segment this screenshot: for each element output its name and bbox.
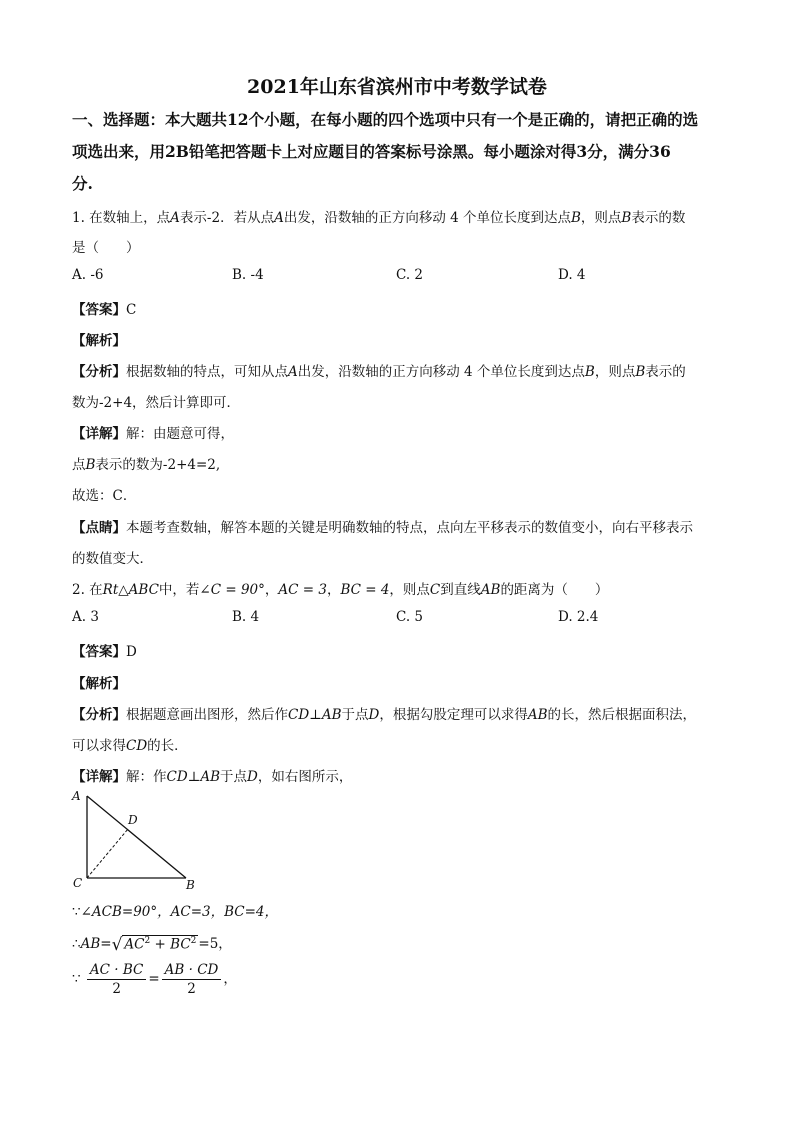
fraction-ac-bc [87,962,146,997]
answer-label: 【答案】 [72,302,126,318]
vertex-c-label: C [73,876,83,890]
fenxi-text: 的长． [147,738,188,754]
sqrt-term-bc: BC [170,936,191,952]
fraction-numerator: AB · CD [162,962,222,980]
sqrt-term-ac: AC [124,936,145,952]
line-ab: AB [480,582,501,598]
therefore-symbol: ∴ [72,936,81,952]
q1-point-a: A [274,210,284,226]
side-ab [87,796,186,878]
point-b: B [635,364,646,380]
q1-point-b: B [621,210,632,226]
fenxi-text: 根据题意画出图形，然后作 [126,707,288,723]
fenxi-text: ，根据勾股定理可以求得 [379,707,528,723]
q2-stem [72,578,608,598]
fraction-numerator: AC · BC [87,962,146,980]
fraction-denominator: 2 [112,981,121,997]
q1-stem-text: ，则点 [580,210,622,226]
q2-fenxi-line-2 [72,734,188,754]
q1-dianjing-line-1 [72,516,693,536]
exponent: 2 [144,935,151,946]
page-title: 2021年山东省滨州市中考数学试卷 [247,76,547,98]
given-values: ∠ACB=90°，AC=3，BC=4， [80,904,279,920]
detail-text: 表示的数为-2+4=2, [95,457,221,473]
answer-value: D [126,644,137,660]
because-symbol: ∵ [72,971,81,987]
fenxi-text: ，则点 [594,364,636,380]
segment-cd: CD [126,738,148,754]
q2-ab-formula [72,932,232,955]
q1-option-d: D. 4 [558,267,586,283]
vertex-b-label: B [186,878,195,892]
q2-stem-text: 2. 在 [72,582,103,598]
segment-ab: AB [527,707,548,723]
q1-fenxi-line-1 [72,360,686,380]
trailing-comma: ， [223,971,237,987]
vertex-a-label: A [72,789,81,803]
q2-sep: ， [326,582,341,598]
plus-sign: + [150,936,171,952]
detail-label: 【详解】 [72,769,126,785]
point-b: B [85,457,96,473]
sqrt-body [122,935,198,953]
q2-detail-line-1 [72,765,352,785]
q2-area-equation [72,962,237,997]
fenxi-text: 表示的 [645,364,686,380]
ab-rhs: =5， [198,936,232,952]
ab-lhs: AB= [80,936,112,952]
q1-option-c: C. 2 [396,267,424,283]
q2-bc: BC = 4 [340,582,390,598]
point-d-label: D [128,813,138,827]
q1-stem-text: 表示的数 [631,210,686,226]
q1-fenxi-line-2: 数为-2+4，然后计算即可． [72,395,241,411]
q2-stem-text: 中，若 [158,582,200,598]
cd-perp-ab: CD⊥AB [288,707,342,723]
equals-sign: = [148,971,160,987]
fenxi-text: 出发，沿数轴的正方向移动 4 个单位长度到达点 [297,364,585,380]
q1-stem-line-2: 是（ ） [72,240,140,256]
q1-detail-line-3: 故选：C． [72,488,137,504]
q2-analysis-label: 【解析】 [72,676,126,692]
dianjing-label: 【点睛】 [72,520,126,536]
q2-ac: AC = 3 [278,582,327,598]
q1-option-a: A. -6 [72,267,104,283]
sqrt-sign: √ [111,935,123,955]
fenxi-label: 【分析】 [72,364,126,380]
q1-analysis-label: 【解析】 [72,333,126,349]
q2-rt: Rt [102,582,119,598]
q1-stem-text: 1. 在数轴上，点 [72,210,171,226]
q1-dianjing-line-2: 的数值变大． [72,551,153,567]
q2-sep: ， [264,582,279,598]
q2-option-c: C. 5 [396,609,424,625]
fenxi-text: 根据数轴的特点，可知从点 [126,364,288,380]
q1-detail-line-2 [72,453,220,473]
q1-stem-text: 出发，沿数轴的正方向移动 4 个单位长度到达点 [283,210,571,226]
fenxi-label: 【分析】 [72,707,126,723]
triangle-figure [66,786,206,894]
dianjing-text: 本题考查数轴，解答本题的关键是明确数轴的特点，点向左平移表示的数值变小，向右平移表示 [126,520,693,536]
q2-triangle: △ABC [118,582,159,598]
q1-answer [72,298,136,318]
q1-stem-text: 表示-2．若从点 [179,210,275,226]
exponent: 2 [190,935,197,946]
q2-stem-text: 到直线 [440,582,481,598]
point-b: B [584,364,595,380]
detail-text: 点 [72,457,86,473]
q2-since-line-1 [72,900,278,920]
detail-text: ，如右图所示， [257,769,353,785]
section-header-line-3: 分. [72,174,93,193]
q2-angle: ∠C = 90° [199,582,265,598]
point-a: A [288,364,298,380]
section-header-line-1: 一、选择题：本大题共12个小题，在每小题的四个选项中只有一个是正确的，请把正确的选 [72,110,699,129]
q2-option-d: D. 2.4 [558,609,599,625]
fraction-denominator: 2 [187,981,196,997]
detail-label: 【详解】 [72,426,126,442]
fenxi-text: 可以求得 [72,738,126,754]
section-header-line-2: 项选出来，用2B铅笔把答题卡上对应题目的答案标号涂黑。每小题涂对得3分，满分36 [72,142,671,161]
detail-text: 解：作 [126,769,167,785]
q1-point-a: A [170,210,180,226]
q1-option-b: B. -4 [232,267,264,283]
detail-text: 于点 [220,769,248,785]
point-d: D [368,707,380,723]
because-symbol: ∵ [72,904,81,920]
answer-value: C [126,302,137,318]
point-c: C [429,582,441,598]
altitude-cd [87,829,128,878]
fraction-ab-cd [162,962,222,997]
point-d: D [247,769,258,785]
q2-option-a: A. 3 [72,609,99,625]
detail-text: 解：由题意可得， [126,426,234,442]
q2-option-b: B. 4 [232,609,260,625]
fenxi-text: 于点 [341,707,369,723]
q1-point-b: B [571,210,581,226]
q2-stem-text: 的距离为（ ） [500,582,609,598]
cd-perp-ab: CD⊥AB [166,769,221,785]
q2-fenxi-line-1 [72,703,696,723]
q1-stem-line-1 [72,206,685,226]
answer-label: 【答案】 [72,644,126,660]
q2-answer [72,640,137,660]
q1-detail-line-1 [72,422,234,442]
fenxi-text: 的长，然后根据面积法， [547,707,697,723]
q2-stem-text: ，则点 [389,582,430,598]
